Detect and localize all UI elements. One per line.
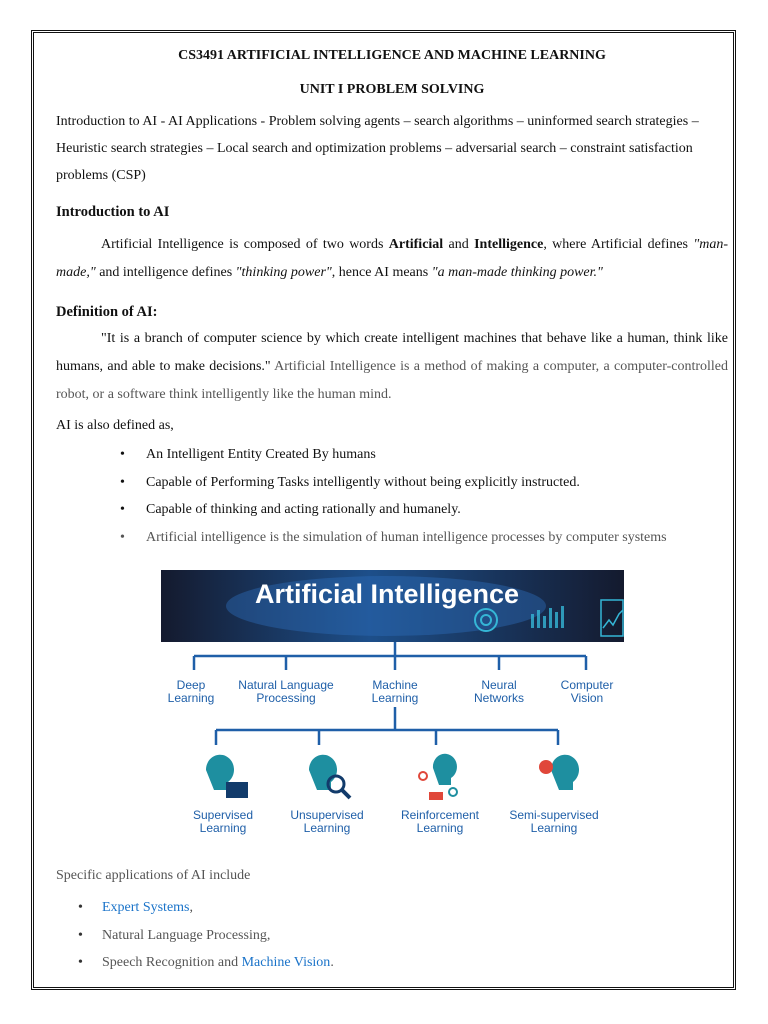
list-item: • Artificial intelligence is the simulation of human intelligence processes by computer systems: [120, 529, 667, 545]
svg-text:Processing: Processing: [256, 691, 316, 705]
neural-networks-label: Neural: [481, 678, 517, 692]
svg-text:Vision: Vision: [570, 691, 604, 705]
definition-list: [56, 441, 728, 551]
also-defined-lead: AI is also defined as,: [56, 418, 174, 433]
applications-lead: Specific applications of AI include: [56, 868, 251, 883]
definition-heading: Definition of AI:: [56, 304, 158, 320]
deep-learning-label: Deep: [176, 678, 206, 692]
list-item: • Capable of Performing Tasks intelligently without being explicitly instructed.: [120, 474, 580, 490]
svg-text:Learning: Learning: [199, 821, 247, 835]
list-item: • Natural Language Processing,: [78, 927, 271, 943]
list-item: • An Intelligent Entity Created By humans: [120, 447, 376, 462]
svg-text:Networks: Networks: [473, 691, 525, 705]
banner-title: Artificial Intelligence: [254, 579, 520, 609]
list-item: • Speech Recognition and Machine Vision.: [78, 955, 334, 970]
semi-supervised-label: Semi-supervised: [509, 808, 599, 822]
level1-labels: [168, 678, 614, 705]
machine-vision-link[interactable]: Machine Vision: [241, 955, 331, 970]
expert-systems-link[interactable]: Expert Systems: [102, 900, 190, 915]
unsupervised-label: Unsupervised: [290, 808, 364, 822]
reinforcement-label: Reinforcement: [400, 808, 480, 822]
nlp-label: Natural Language: [238, 678, 334, 692]
applications-list: [56, 894, 334, 977]
unsupervised-learning-icon: [309, 755, 350, 798]
level2-labels: [193, 808, 599, 835]
svg-text:Learning: Learning: [303, 821, 351, 835]
ai-taxonomy-diagram: [161, 570, 624, 845]
machine-learning-label: Machine: [372, 678, 418, 692]
supervised-label: Supervised: [192, 808, 254, 822]
semi-supervised-learning-icon: [539, 755, 579, 790]
intro-heading: Introduction to AI: [56, 204, 170, 220]
svg-text:Learning: Learning: [371, 691, 419, 705]
document-body: [56, 40, 728, 551]
supervised-learning-icon: [206, 755, 248, 798]
svg-text:Learning: Learning: [530, 821, 578, 835]
svg-text:Learning: Learning: [416, 821, 464, 835]
course-title: CS3491 ARTIFICIAL INTELLIGENCE AND MACHINE LEARNING: [178, 48, 606, 63]
intro-paragraph: Artificial Intelligence is composed of two words Artificial and Intelligence, where Artificial defines "man-made," and intelligence defines "thinking power", hence AI means "a man-made thinking power.": [56, 237, 729, 280]
list-item: • Expert Systems,: [78, 900, 193, 915]
computer-vision-label: Computer: [560, 678, 614, 692]
definition-paragraph: "It is a branch of computer science by which create intelligent machines that behave like a human, think like humans, and able to make decisions." Artificial Intelligence is a method of making a computer, a computer-controlled robot, or a software think intelligently like the human mind.: [56, 331, 728, 402]
list-item: • Capable of thinking and acting rationally and humanely.: [120, 502, 461, 517]
syllabus-text: Introduction to AI - AI Applications - Problem solving agents – search algorithms – uninformed search strategies – Heuristic search strategies – Local search and optimization problems – adversarial search – constraint satisfaction problems (CSP): [56, 114, 699, 183]
unit-title: UNIT I PROBLEM SOLVING: [299, 82, 485, 97]
svg-text:Learning: Learning: [167, 691, 215, 705]
reinforcement-learning-icon: [419, 754, 457, 800]
